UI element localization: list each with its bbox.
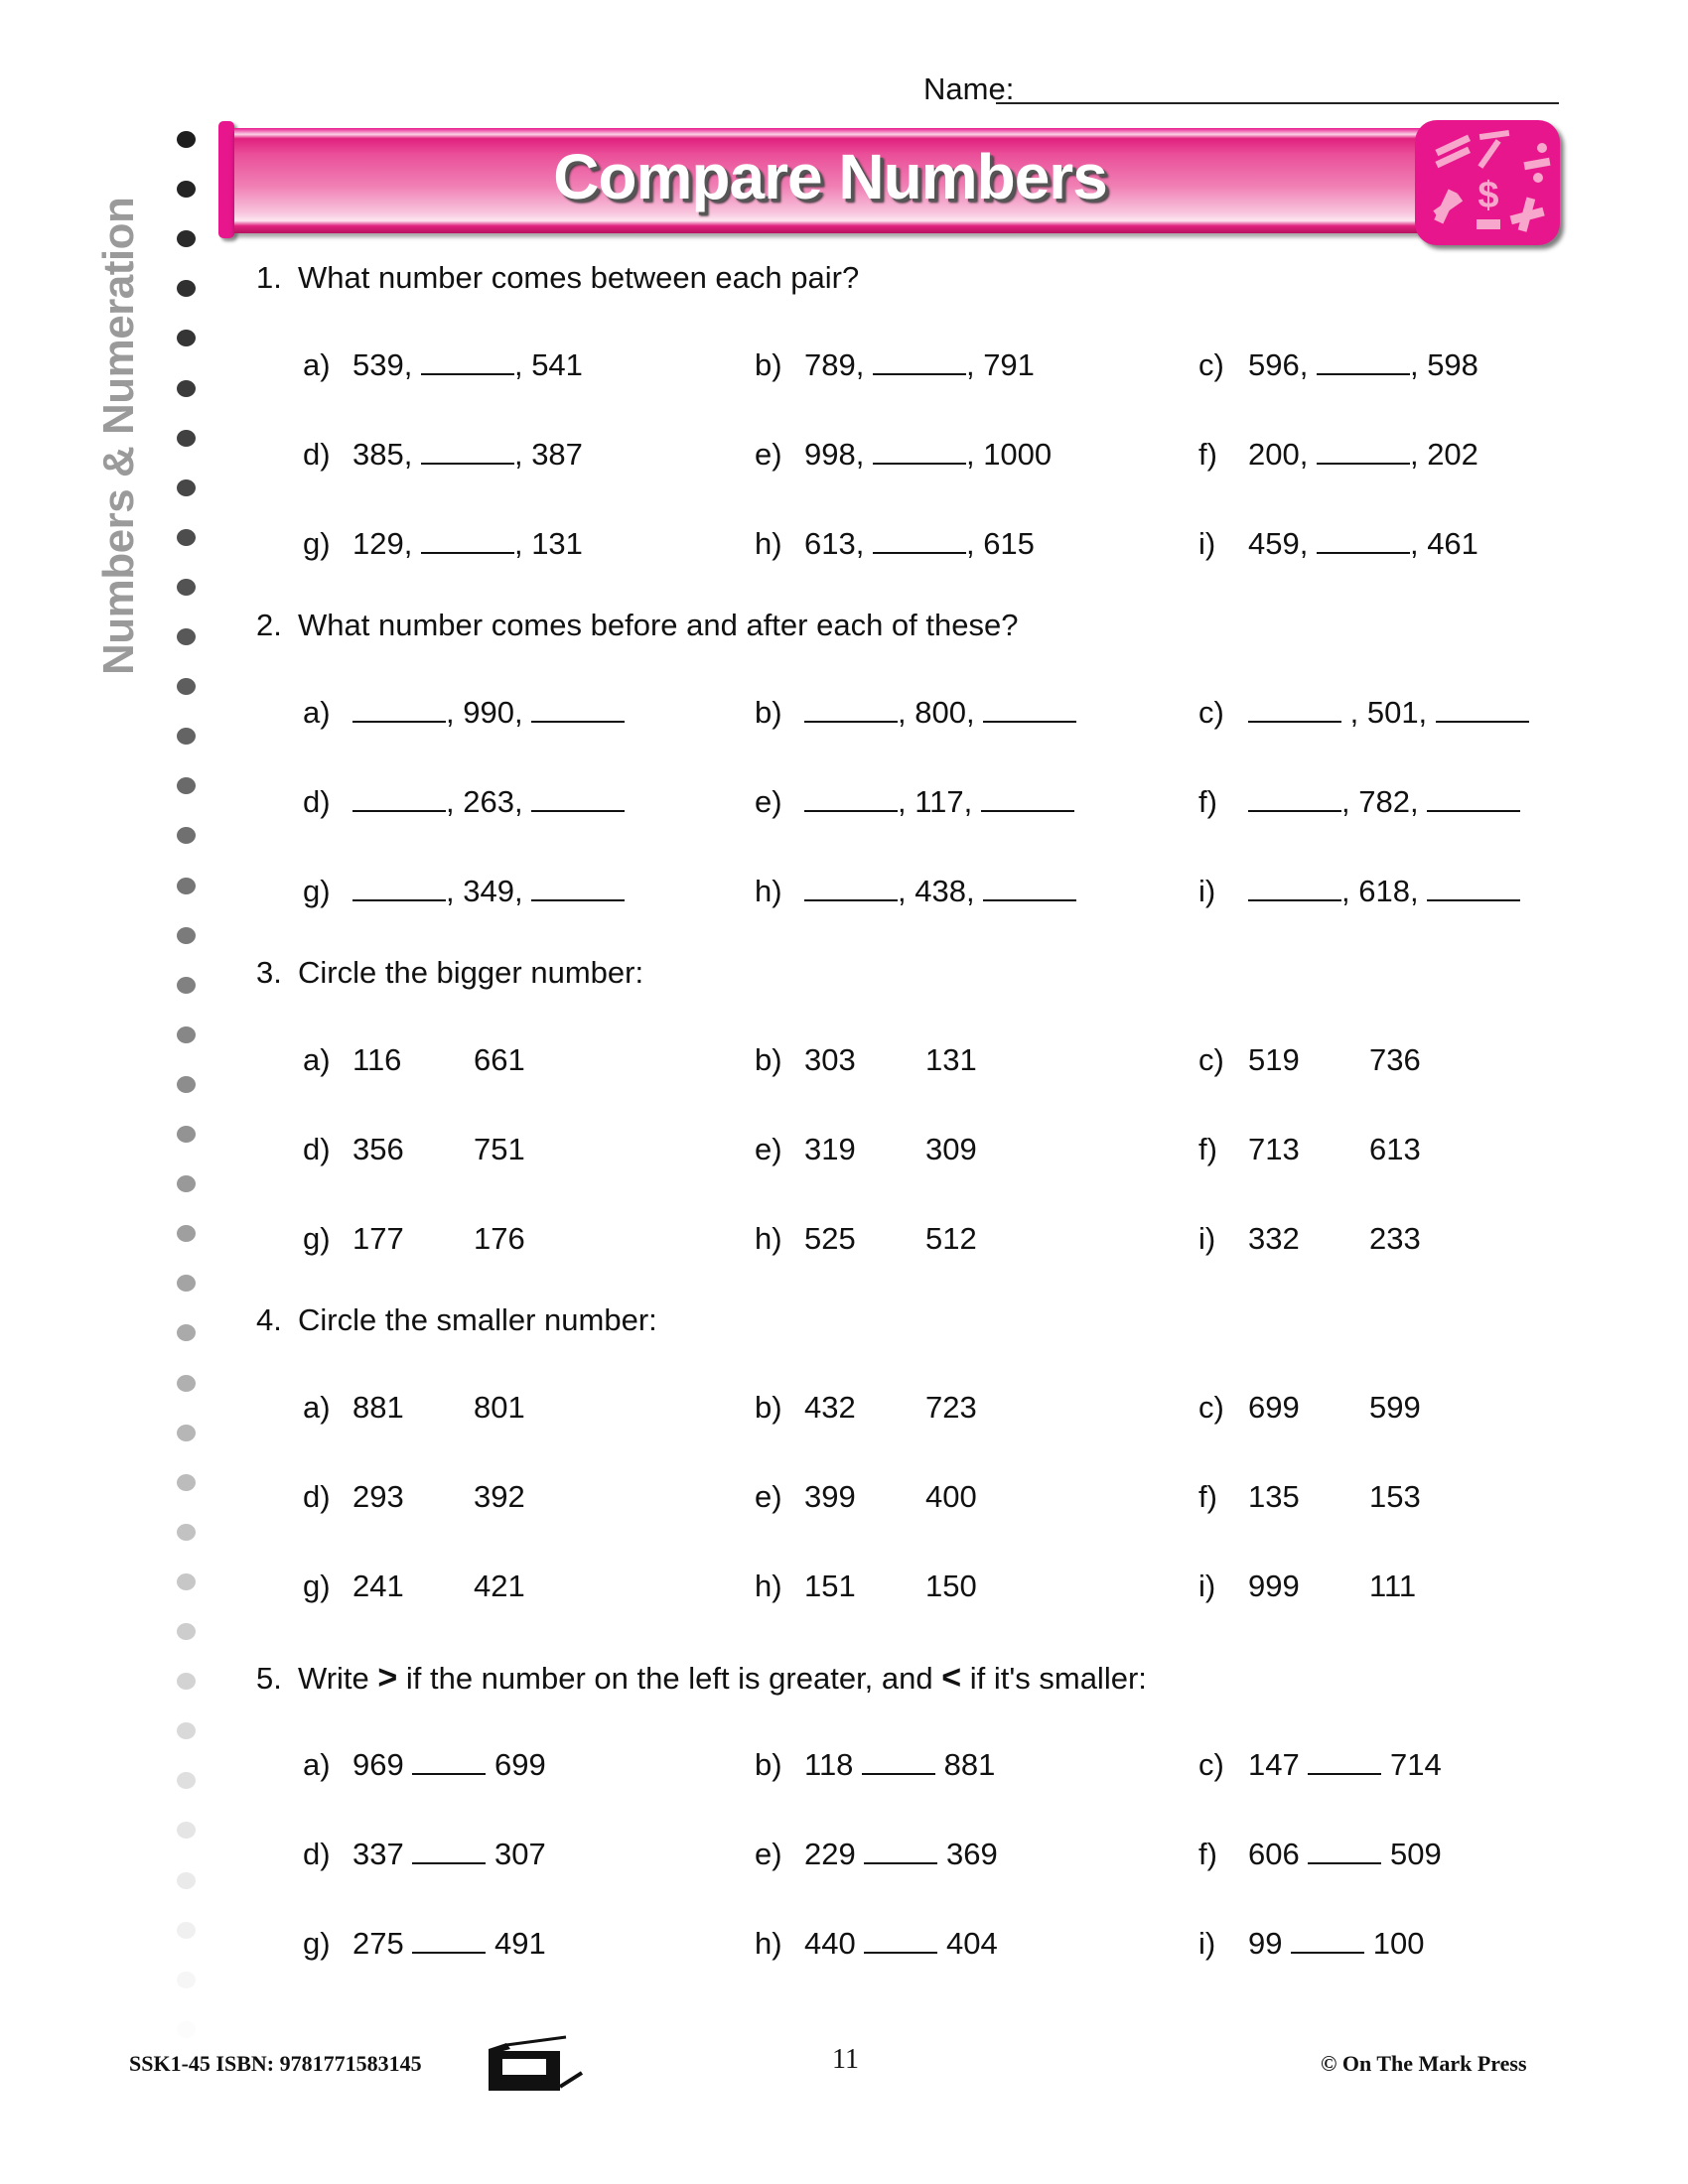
right-number: , 202 (1409, 437, 1478, 472)
number-option[interactable]: 881 (352, 1390, 404, 1425)
answer-blank-after[interactable] (981, 784, 1074, 812)
item-label: f) (1198, 437, 1217, 472)
question-5-item (755, 1747, 995, 1783)
question-2-heading (256, 608, 1018, 643)
number-option[interactable]: 131 (925, 1042, 977, 1077)
number-option[interactable]: 613 (1369, 1132, 1421, 1166)
question-5-item (1198, 1926, 1424, 1962)
left-number: 129, (352, 526, 413, 561)
comparison-blank[interactable] (864, 1926, 937, 1954)
question-4-item (1198, 1569, 1417, 1604)
question-number: 2. (256, 608, 282, 642)
footer-isbn: SSK1-45 ISBN: 9781771583145 (129, 2051, 422, 2076)
item-label: f) (1198, 784, 1217, 819)
right-number: 699 (493, 1747, 546, 1782)
question-number: 5. (256, 1661, 282, 1696)
item-label: c) (1198, 1390, 1224, 1425)
item-label: h) (755, 526, 782, 561)
binder-dot (177, 1026, 196, 1043)
item-label: d) (303, 1132, 331, 1166)
math-symbols-graphic (1415, 120, 1560, 245)
comparison-blank[interactable] (864, 1837, 937, 1864)
left-number: 337 (352, 1837, 404, 1871)
item-label: f) (1198, 1132, 1217, 1166)
right-number: 714 (1389, 1747, 1442, 1782)
comparison-blank[interactable] (412, 1837, 486, 1864)
middle-number: , 782, (1341, 784, 1428, 819)
number-option[interactable]: 332 (1248, 1221, 1300, 1256)
middle-number: , 501, (1341, 695, 1436, 730)
question-4-item (755, 1569, 977, 1604)
answer-blank-before[interactable] (1248, 784, 1341, 812)
binder-dot (177, 1872, 196, 1889)
question-3-heading (256, 955, 643, 991)
left-number: 440 (804, 1926, 856, 1961)
item-label: h) (755, 1221, 782, 1256)
number-option[interactable]: 319 (804, 1132, 856, 1166)
answer-blank[interactable] (421, 526, 514, 554)
item-label: a) (303, 1042, 331, 1077)
banner-cap (218, 121, 234, 238)
left-number: 275 (352, 1926, 404, 1961)
question-1-item (1198, 526, 1478, 562)
left-number: 596, (1248, 347, 1309, 382)
question-prompt-part: if the number on the left is greater, and (397, 1661, 942, 1696)
item-label: b) (755, 1747, 782, 1782)
binder-dot (177, 728, 196, 745)
question-3-item (755, 1221, 977, 1257)
number-option[interactable]: 233 (1369, 1221, 1421, 1256)
binder-dot (177, 1175, 196, 1192)
binder-dot (177, 927, 196, 944)
question-prompt: Circle the smaller number: (298, 1302, 657, 1337)
binder-dot (177, 878, 196, 894)
answer-blank-before[interactable] (352, 784, 446, 812)
item-label: b) (755, 695, 782, 730)
question-4-item (755, 1479, 977, 1515)
binder-dot (177, 977, 196, 994)
question-1-item (303, 347, 583, 383)
answer-blank-before[interactable] (1248, 874, 1341, 901)
question-5-item (303, 1747, 546, 1783)
number-option[interactable]: 599 (1369, 1390, 1421, 1425)
right-number: 509 (1389, 1837, 1442, 1871)
number-option[interactable]: 135 (1248, 1479, 1300, 1514)
question-4-item (303, 1479, 525, 1515)
binder-dot (177, 430, 196, 447)
left-number: 459, (1248, 526, 1309, 561)
question-prompt-part: if it's smaller: (961, 1661, 1147, 1696)
number-option[interactable]: 751 (474, 1132, 525, 1166)
binder-dot (177, 827, 196, 844)
number-option[interactable]: 801 (474, 1390, 525, 1425)
answer-blank-before[interactable] (352, 695, 446, 723)
binder-dot (177, 1922, 196, 1939)
number-option[interactable]: 525 (804, 1221, 856, 1256)
right-number: 491 (493, 1926, 546, 1961)
binder-dot (177, 1474, 196, 1491)
binder-dot (177, 1076, 196, 1093)
answer-blank[interactable] (1317, 347, 1410, 375)
answer-blank-after[interactable] (1427, 784, 1520, 812)
binder-dot (177, 1822, 196, 1839)
item-label: e) (755, 1837, 782, 1871)
item-label: g) (303, 1569, 331, 1603)
binder-dot (177, 1375, 196, 1392)
question-3-item (303, 1042, 525, 1078)
right-number: , 598 (1409, 347, 1478, 382)
math-symbols-icon (1415, 120, 1560, 245)
right-number: , 791 (965, 347, 1035, 382)
item-label: d) (303, 437, 331, 472)
binder-dot (177, 330, 196, 346)
question-3-item (1198, 1132, 1421, 1167)
middle-number: , 263, (446, 784, 532, 819)
number-option[interactable]: 151 (804, 1569, 856, 1603)
item-label: c) (1198, 347, 1224, 382)
item-label: i) (1198, 874, 1216, 908)
answer-blank-before[interactable] (804, 874, 898, 901)
number-option[interactable]: 153 (1369, 1479, 1421, 1514)
left-number: 606 (1248, 1837, 1300, 1871)
number-option[interactable]: 392 (474, 1479, 525, 1514)
number-option[interactable]: 111 (1369, 1569, 1417, 1603)
answer-blank-before[interactable] (804, 784, 898, 812)
name-label: Name: (923, 71, 1015, 106)
left-number: 789, (804, 347, 865, 382)
left-number: 539, (352, 347, 413, 382)
question-1-item (755, 347, 1035, 383)
question-5-heading (256, 1660, 1147, 1697)
item-label: c) (1198, 695, 1224, 730)
item-label: i) (1198, 1926, 1216, 1961)
question-3-item (303, 1221, 525, 1257)
left-number: 385, (352, 437, 413, 472)
item-label: d) (303, 1837, 331, 1871)
number-option[interactable]: 723 (925, 1390, 977, 1425)
question-1-item (1198, 437, 1478, 473)
question-5-item (755, 1837, 998, 1872)
middle-number: , 438, (898, 874, 984, 908)
question-2-item (755, 695, 1076, 731)
question-1-heading (256, 260, 859, 296)
binder-dot (177, 529, 196, 546)
item-label: b) (755, 1390, 782, 1425)
item-label: f) (1198, 1837, 1217, 1871)
answer-blank-before[interactable] (352, 874, 446, 901)
question-3-item (1198, 1042, 1421, 1078)
question-2-item (755, 784, 1074, 820)
number-option[interactable]: 519 (1248, 1042, 1300, 1077)
item-label: d) (303, 784, 331, 819)
number-option[interactable]: 293 (352, 1479, 404, 1514)
left-number: 147 (1248, 1747, 1300, 1782)
question-3-item (303, 1132, 525, 1167)
binder-dot (177, 579, 196, 596)
answer-blank[interactable] (421, 347, 514, 375)
question-2-item (1198, 784, 1520, 820)
question-2-item (303, 784, 625, 820)
binder-dot (177, 777, 196, 794)
middle-number: , 349, (446, 874, 532, 908)
number-option[interactable]: 421 (474, 1569, 525, 1603)
question-prompt-part: Write (298, 1661, 378, 1696)
number-option[interactable]: 400 (925, 1479, 977, 1514)
comparison-blank[interactable] (1308, 1837, 1381, 1864)
copyright: © On The Mark Press (1321, 2051, 1527, 2076)
answer-blank-before[interactable] (1248, 695, 1341, 723)
item-label: a) (303, 347, 331, 382)
question-4-item (1198, 1479, 1421, 1515)
question-5-item (303, 1837, 546, 1872)
question-5-item (303, 1926, 546, 1962)
page-title: Compare Numbers (553, 141, 1107, 212)
question-number: 1. (256, 260, 282, 295)
answer-blank-after[interactable] (1427, 874, 1520, 901)
item-label: i) (1198, 526, 1216, 561)
question-3-item (755, 1042, 977, 1078)
comparison-blank[interactable] (1291, 1926, 1364, 1954)
item-label: e) (755, 784, 782, 819)
question-2-item (755, 874, 1076, 909)
binder-dot (177, 678, 196, 695)
item-label: c) (1198, 1042, 1224, 1077)
binder-dot (177, 181, 196, 198)
question-number: 4. (256, 1302, 282, 1337)
right-number: 881 (943, 1747, 996, 1782)
answer-blank[interactable] (1317, 526, 1410, 554)
right-number: 307 (493, 1837, 546, 1871)
binder-dot (177, 280, 196, 297)
left-number: 969 (352, 1747, 404, 1782)
question-2-item (303, 695, 625, 731)
middle-number: , 800, (898, 695, 984, 730)
answer-blank[interactable] (873, 437, 966, 465)
item-label: g) (303, 1926, 331, 1961)
item-label: a) (303, 695, 331, 730)
answer-blank-after[interactable] (531, 784, 625, 812)
question-1-item (755, 526, 1035, 562)
number-option[interactable]: 399 (804, 1479, 856, 1514)
number-option[interactable]: 116 (352, 1042, 402, 1077)
number-option[interactable]: 661 (474, 1042, 525, 1077)
answer-blank[interactable] (873, 347, 966, 375)
right-number: , 541 (513, 347, 583, 382)
left-number: 200, (1248, 437, 1309, 472)
binder-dot (177, 1275, 196, 1292)
binder-dot (177, 628, 196, 645)
answer-blank-before[interactable] (804, 695, 898, 723)
middle-number: , 990, (446, 695, 532, 730)
comparison-blank[interactable] (1308, 1747, 1381, 1775)
answer-blank-after[interactable] (983, 874, 1076, 901)
item-label: a) (303, 1747, 331, 1782)
binder-dot (177, 1126, 196, 1143)
comparison-blank[interactable] (412, 1926, 486, 1954)
item-label: i) (1198, 1221, 1216, 1256)
question-1-item (1198, 347, 1478, 383)
question-1-item (303, 437, 583, 473)
question-5-item (1198, 1837, 1442, 1872)
comparison-blank[interactable] (412, 1747, 486, 1775)
binder-dot (177, 1524, 196, 1541)
question-4-heading (256, 1302, 657, 1338)
binder-dot (177, 1673, 196, 1690)
question-1-item (755, 437, 1052, 473)
question-3-item (755, 1132, 977, 1167)
binder-dot (177, 380, 196, 397)
item-label: c) (1198, 1747, 1224, 1782)
number-option[interactable]: 241 (352, 1569, 404, 1603)
number-option[interactable]: 432 (804, 1390, 856, 1425)
binder-dot (177, 479, 196, 496)
question-prompt: What number comes between each pair? (298, 260, 860, 295)
number-option[interactable]: 999 (1248, 1569, 1300, 1603)
binder-dot (177, 1972, 196, 1988)
item-label: i) (1198, 1569, 1216, 1603)
answer-blank[interactable] (421, 437, 514, 465)
item-label: b) (755, 1042, 782, 1077)
binder-dot (177, 1573, 196, 1590)
right-number: 404 (945, 1926, 998, 1961)
number-option[interactable]: 713 (1248, 1132, 1300, 1166)
item-label: g) (303, 526, 331, 561)
item-label: g) (303, 1221, 331, 1256)
item-label: e) (755, 1132, 782, 1166)
question-4-item (755, 1390, 977, 1426)
greater-than-symbol: > (377, 1659, 398, 1697)
left-number: 613, (804, 526, 865, 561)
question-3-item (1198, 1221, 1421, 1257)
question-4-item (1198, 1390, 1421, 1426)
middle-number: , 618, (1341, 874, 1428, 908)
question-2-item (1198, 695, 1529, 731)
right-number: , 1000 (965, 437, 1053, 472)
right-number: , 461 (1409, 526, 1478, 561)
binder-dot (177, 1772, 196, 1789)
binder-dots (177, 131, 199, 2057)
answer-blank[interactable] (1317, 437, 1410, 465)
number-option[interactable]: 150 (925, 1569, 977, 1603)
middle-number: , 117, (898, 784, 981, 819)
right-number: 100 (1372, 1926, 1425, 1961)
question-4-item (303, 1390, 525, 1426)
question-2-item (1198, 874, 1520, 909)
question-5-item (1198, 1747, 1442, 1783)
answer-blank-after[interactable] (1436, 695, 1529, 723)
binder-dot (177, 1425, 196, 1441)
item-label: g) (303, 874, 331, 908)
svg-text:$: $ (1477, 175, 1499, 216)
number-option[interactable]: 736 (1369, 1042, 1421, 1077)
comparison-blank[interactable] (862, 1747, 935, 1775)
binder-dot (177, 131, 196, 148)
question-4-item (303, 1569, 525, 1604)
item-label: f) (1198, 1479, 1217, 1514)
item-label: e) (755, 437, 782, 472)
right-number: 369 (945, 1837, 998, 1871)
item-label: d) (303, 1479, 331, 1514)
item-label: h) (755, 1569, 782, 1603)
answer-blank-after[interactable] (531, 874, 625, 901)
binder-dot (177, 230, 196, 247)
left-number: 118 (804, 1747, 854, 1782)
binder-dot (177, 1623, 196, 1640)
number-option[interactable]: 512 (925, 1221, 977, 1256)
answer-blank[interactable] (873, 526, 966, 554)
page-number: 11 (832, 2044, 859, 2075)
number-option[interactable]: 176 (474, 1221, 525, 1256)
answer-blank-after[interactable] (531, 695, 625, 723)
item-label: e) (755, 1479, 782, 1514)
binder-dot (177, 1324, 196, 1341)
right-number: , 615 (965, 526, 1035, 561)
left-number: 99 (1248, 1926, 1283, 1961)
question-2-item (303, 874, 625, 909)
number-option[interactable]: 177 (352, 1221, 404, 1256)
binder-dot (177, 1225, 196, 1242)
question-prompt: What number comes before and after each of these? (298, 608, 1019, 642)
right-number: , 387 (513, 437, 583, 472)
item-label: h) (755, 1926, 782, 1961)
answer-blank-after[interactable] (983, 695, 1076, 723)
question-5-item (755, 1926, 998, 1962)
question-prompt: Circle the bigger number: (298, 955, 644, 990)
item-label: h) (755, 874, 782, 908)
question-1-item (303, 526, 583, 562)
number-option[interactable]: 309 (925, 1132, 977, 1166)
left-number: 998, (804, 437, 865, 472)
binder-dot (177, 2021, 196, 2038)
photocopier-icon (485, 2035, 584, 2096)
name-field[interactable] (996, 102, 1559, 104)
number-option[interactable]: 356 (352, 1132, 404, 1166)
item-label: b) (755, 347, 782, 382)
question-number: 3. (256, 955, 282, 990)
number-option[interactable]: 699 (1248, 1390, 1300, 1425)
section-label: Numbers & Numeration (94, 197, 143, 675)
less-than-symbol: < (941, 1659, 962, 1697)
left-number: 229 (804, 1837, 856, 1871)
item-label: a) (303, 1390, 331, 1425)
binder-dot (177, 1722, 196, 1739)
number-option[interactable]: 303 (804, 1042, 856, 1077)
right-number: , 131 (513, 526, 583, 561)
